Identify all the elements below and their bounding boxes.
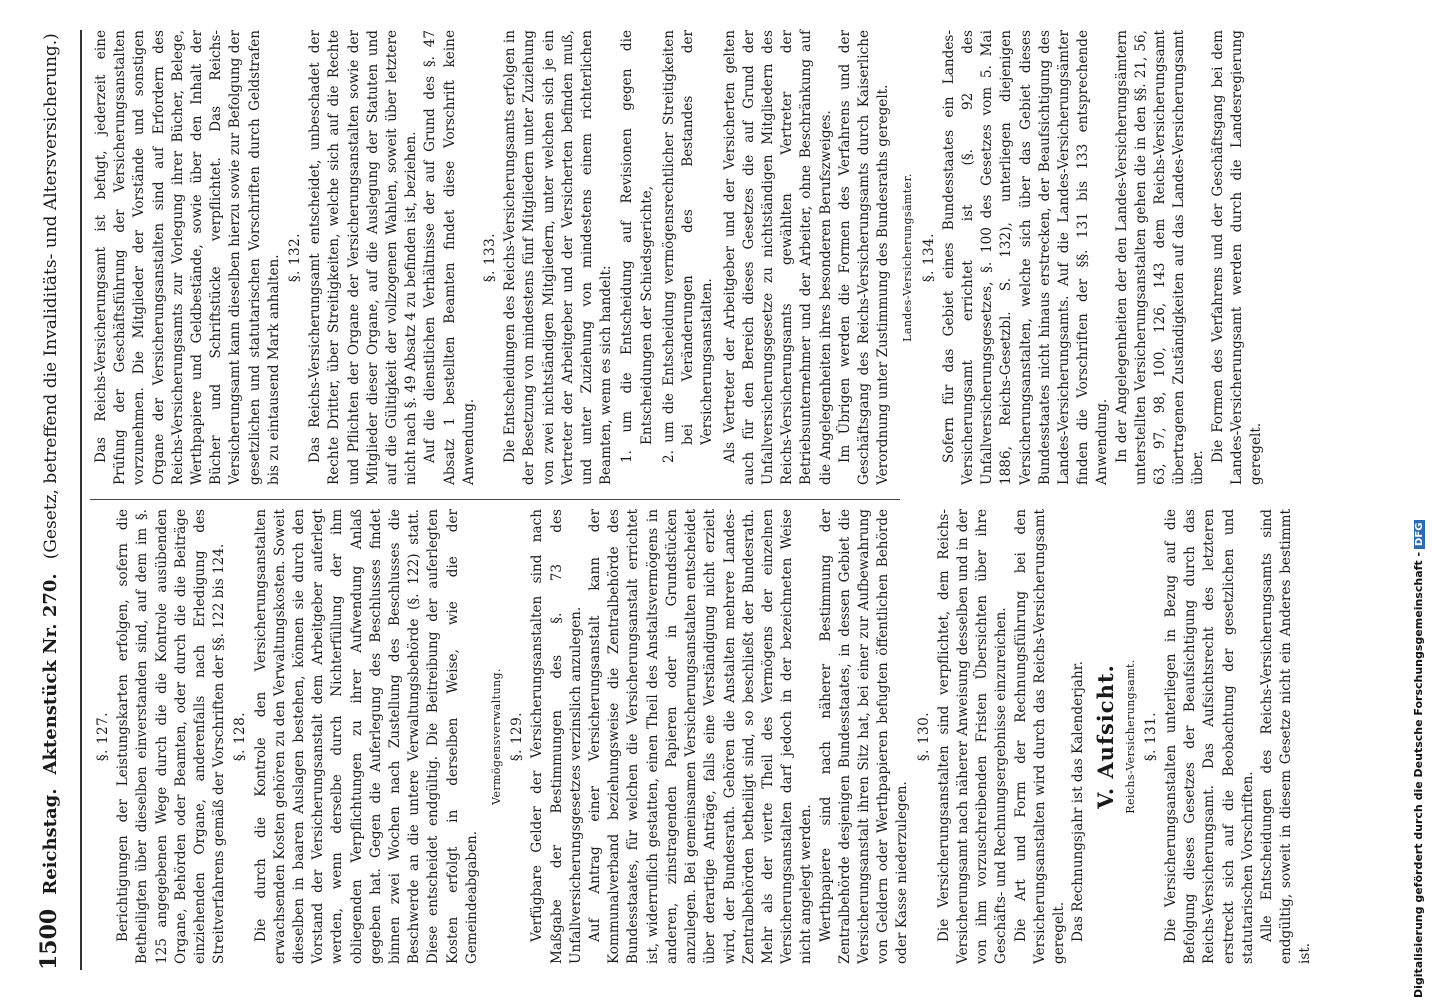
paragraph: Die Entscheidungen des Reichs-Versicherungsamts erfolgen in der Besetzung von mindestens fünf Mitgliedern unter Zuziehung von zwei nichtständigen Mitgliedern, unter welchen sich je ein Vertreter der Arbeitgeber und der Versicherten befinden muß, und unter Zuziehung von mindestens einem richterlichen Beamten, wenn es sich handelt:	[502, 30, 615, 485]
paragraph: Die Art und Form der Rechnungsführung bei den Versicherungsanstalten wird durch das Reichs-Versicherungsamt geregelt.	[1012, 509, 1067, 964]
left-column	[92, 509, 1314, 964]
paragraph: Die Formen des Verfahrens und der Geschäftsgang bei dem Landes-Versicherungsamt werden durch die Landesregierung geregelt.	[1209, 30, 1264, 485]
journal-name: Reichstag.	[40, 788, 61, 895]
piece-number: 270.	[40, 573, 61, 618]
paragraph: Als Vertreter der Arbeitgeber und der Versicherten gelten auch für den Bereich dieses Gesetzes die auf Grund der Unfallversicherungsgesetze zu nichtständigen Mitgliedern des Reichs-Versicherungsamts gewählten Vertreter der Betriebsunternehmer und der Arbeiter, ohne Beschränkung auf die Angelegenheiten ihres besonderen Berufszweiges.	[721, 30, 834, 485]
paragraph: Werthpapiere sind nach näherer Bestimmung der Zentralbehörde desjenigen Bundesstaates, in dessen Gebiet die Versicherungsanstalt ihren Sitz hat, bei einer zur Aufbewahrung von Geldern oder Werthpapieren befugten öffentlichen Behörde oder Kasse niederzulegen.	[817, 509, 911, 964]
paragraph: Die Versicherungsanstalten sind verpflichtet, dem Reichs-Versicherungsamt nach näherer Anweisung desselben und in der von ihm vorzuschreibenden Fristen Übersichten über ihre Geschäfts- und Rechnungsergebnisse einzureichen.	[935, 509, 1010, 964]
paragraph: Sofern für das Gebiet eines Bundesstaates ein Landes-Versicherungsamt errichtet ist (§. 92 des Unfallversicherungsgesetzes, §. 100 des Gesetzes vom 5. Mai 1886, Reichs-Gesetzbl. S. 132), unterliegen diejenigen Versicherungsanstalten, welche sich über das Gebiet dieses Bundesstaates nicht hinaus erstrecken, der Beaufsichtigung des Landes-Versicherungsamts. Auf die Landes-Versicherungsämter finden die Vorschriften der §§. 131 bis 133 entsprechende Anwendung.	[940, 30, 1111, 485]
right-column	[92, 30, 1264, 485]
section-heading: §. 133.	[482, 232, 499, 283]
paragraph: Alle Entscheidungen des Reichs-Versicherungsamts sind endgültig, soweit in diesem Gesetze nicht ein Anderes bestimmt ist.	[1258, 509, 1314, 964]
page-number: 1500	[36, 908, 62, 970]
section-heading: §. 127.	[95, 711, 111, 762]
paragraph: Die durch die Kontrole den Versicherungsanstalten erwachsenden Kosten gehören zu den Verwaltungskosten. Soweit dieselben in baaren Auslagen bestehen, können sie durch den Vorstand der Versicherungsanstalt dem Arbeitgeber auferlegt werden, wenn derselbe durch Nichterfüllung der ihm obliegenden Verpflichtungen zu ihrer Aufwendung Anlaß gegeben hat. Gegen die Auferlegung des Beschlusses findet binnen zwei Wochen nach Zustellung des Beschlusses die Beschwerde an die untere Verwaltungsbehörde (§. 122) statt. Diese entscheidet endgültig. Die Beitreibung der auferlegten Kosten erfolgt in derselben Weise, wie die der Gemeindeabgaben.	[252, 509, 480, 964]
chapter-title: V. Aufsicht.	[1093, 664, 1119, 809]
paragraph: Das Reichs-Versicherungsamt entscheidet, unbeschadet der Rechte Dritter, über Streitigkeiten, welche sich auf die Rechte und Pflichten der Organe der Versicherungsanstalten sowie der Mitglieder dieser Organe, auf die Auslegung der Statuten und auf die Gültigkeit der vollzogenen Wahlen, soweit über letztere nicht nach §. 49 Absatz 4 zu befinden ist, beziehen.	[307, 30, 420, 485]
subheading: Vermögensverwaltung.	[490, 668, 504, 805]
paragraph: Auf die dienstlichen Verhältnisse der auf Grund des §. 47 Absatz 1 bestellten Beamten findet diese Vorschrift keine Anwendung.	[422, 30, 477, 485]
paragraph: Auf Antrag einer Versicherungsanstalt kann der Kommunalverband beziehungsweise die Zentralbehörde des Bundesstaates, für welchen die Versicherungsanstalt errichtet ist, widerruflich gestatten, einen Theil des Anstaltsvermögens in anderen, zinstragenden Papieren oder in Grundstücken anzulegen. Bei gemeinsamen Versicherungsanstalten entscheidet über derartige Anträge, falls eine Verständigung nicht erzielt wird, der Bundesrath. Gehören die Anstalten mehrere Landes-Zentralbehörden betheiligt sind, so beschließt der Bundesrath. Mehr als der vierte Theil des Vermögens der einzelnen Versicherungsanstalten darf jedoch in der bezeichneten Weise nicht angelegt werden.	[587, 509, 815, 964]
dfg-logo: DFG	[1414, 520, 1425, 549]
subheading: Reichs-Versicherungsamt.	[1123, 659, 1137, 814]
section-heading: §. 131.	[1142, 711, 1159, 762]
credit-text: Digitalisierung gefördert durch die Deutsche Forschungsgemeinschaft -	[1412, 551, 1425, 998]
list-item: 2. um die Entscheidung vermögensrechtlicher Streitigkeiten bei Veränderungen des Bestandes der Versicherungsanstalten.	[660, 30, 716, 463]
paragraph: Das Rechnungsjahr ist das Kalenderjahr.	[1070, 660, 1087, 942]
digitization-credit	[1412, 520, 1425, 998]
section-heading: §. 128.	[232, 711, 249, 762]
piece-label: Aktenstück Nr. 270.	[40, 573, 61, 775]
paragraph: Im Übrigen werden die Formen des Verfahrens und der Geschäftsgang des Reichs-Versicherungsamts durch Kaiserliche Verordnung unter Zustimmung des Bundesraths geregelt.	[836, 30, 892, 485]
page-title: (Gesetz, betreffend die Invaliditäts- und Altersversicherung.)	[41, 33, 61, 560]
header-rule	[80, 30, 82, 970]
paragraph: Die Versicherungsanstalten unterliegen in Bezug auf die Befolgung dieses Gesetzes der Beaufsichtigung durch das Reichs-Versicherungsamt. Das Aufsichtsrecht des letzteren erstreckt sich auf die Beobachtung der gesetzlichen und statutarischen Vorschriften.	[1162, 509, 1256, 964]
subheading: Landes-Versicherungsämter.	[901, 173, 915, 342]
paragraph: Berichtigungen der Leistungskarten erfolgen, sofern die Betheiligten über dieselben einverstanden sind, auf dem im §. 125 angegebenen Wege durch die die Kontrole ausübenden Organe, Behörden oder Beamten, oder durch die die Beiträge einziehenden Organe, anderenfalls nach Erledigung des Streitverfahrens gemäß der Vorschriften der §§. 122 bis 124.	[115, 509, 228, 964]
section-heading: §. 129.	[509, 711, 526, 762]
paragraph: Das Reichs-Versicherungsamt ist befugt, jederzeit eine Prüfung der Geschäftsführung der Versicherungsanstalten vorzunehmen. Die Mitglieder der Vorstände und sonstigen Organe der Versicherungsanstalten sind auf Erfordern des Reichs-Versicherungsamts zur Vorlegung ihrer Bücher, Belege, Werthpapiere und Geldbestände, sowie über den Inhalt der Bücher und Schriftstücke verpflichtet. Das Reichs-Versicherungsamt kann dieselben hierzu sowie zur Befolgung der gesetzlichen und statutarischen Vorschriften durch Geldstrafen bis zu eintausend Mark anhalten.	[93, 30, 282, 485]
section-heading: §. 132.	[287, 232, 304, 283]
page-header	[36, 30, 76, 970]
enumerated-list	[618, 30, 717, 463]
column-divider	[90, 499, 900, 500]
paragraph: Verfügbare Gelder der Versicherungsanstalten sind nach Maßgabe der Bestimmungen des §. 73 des Unfallversicherungsgesetzes verzinslich anzulegen.	[529, 509, 584, 964]
section-heading: §. 134.	[920, 232, 937, 283]
list-item: 1. um die Entscheidung auf Revisionen gegen die Entscheidungen der Schiedsgerichte,	[619, 30, 655, 463]
paragraph: In der Angelegenheiten der den Landes-Versicherungsämtern unterstellten Versicherungsanstalten gehen die in den §§. 21, 56, 63, 97, 98, 100, 126, 143 dem Reichs-Versicherungsamt übertragenen Zuständigkeiten auf das Landes-Versicherungsamt über.	[1113, 30, 1207, 485]
section-heading: §. 130.	[915, 711, 932, 762]
